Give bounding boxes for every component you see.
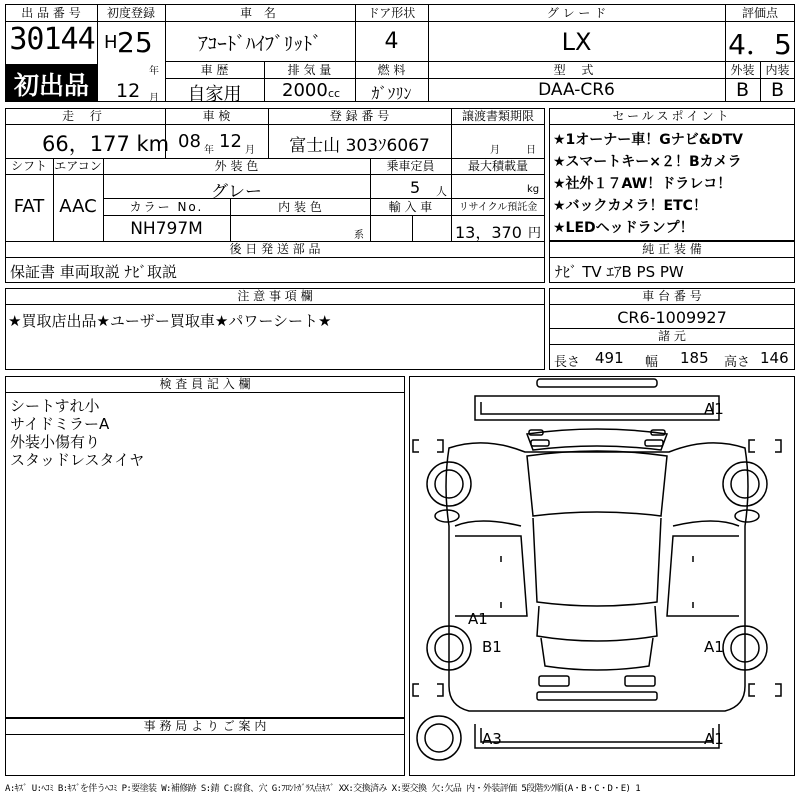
max-load-unit: kg (527, 184, 540, 195)
mark-bottom-right: A1 (704, 730, 724, 748)
grade-value: LX (561, 28, 592, 56)
inspection-month: 12 (219, 131, 242, 152)
color-no-label: カラー No. (129, 200, 204, 214)
capacity-label: 乗車定員 (386, 159, 435, 173)
int-color-label: 内 装 色 (278, 200, 322, 214)
sales-point-3: ★社外１７AW！ドラレコ！ (553, 176, 732, 192)
recycle-unit: 円 (528, 226, 542, 241)
transfer-day-unit: 日 (526, 145, 536, 156)
score-label: 評価点 (741, 6, 778, 20)
mileage-value: 66，177 km (42, 132, 170, 156)
model-value: DAA-CR6 (538, 80, 615, 100)
model-label: 型 式 (553, 63, 600, 77)
mark-left-wheel: B1 (482, 638, 502, 656)
reg-year: 25 (117, 26, 153, 59)
import-label: 輸 入 車 (388, 200, 433, 214)
sales-point-2: ★スマートキー×２！Bカメラ (553, 154, 742, 170)
ext-color-value: グレー (211, 182, 262, 202)
color-no-value: NH797M (130, 219, 203, 239)
height-label: 高さ (724, 355, 751, 370)
transfer-month-unit: 月 (490, 145, 500, 156)
ext-grade-label: 外装 (730, 63, 755, 77)
score-value: 4．5 (728, 28, 792, 61)
sales-point-4: ★バックカメラ！ETC！ (553, 198, 707, 214)
era-letter: H (104, 32, 118, 53)
capacity-unit: 人 (436, 185, 447, 198)
reg-month: 12 (116, 80, 141, 102)
office-label: 事 務 局 よ り ご 案 内 (143, 719, 267, 733)
lot-number: 30144 (9, 22, 95, 57)
shift-label: シフト (10, 159, 47, 173)
notes-value: ★買取店出品★ユーザー買取車★パワーシート★ (8, 312, 332, 330)
length-value: 491 (595, 349, 624, 367)
aircon-value: AAC (59, 196, 97, 217)
ext-grade: B (735, 79, 750, 101)
sales-point-5: ★LEDヘッドランプ！ (553, 220, 694, 236)
recycle-label: リサイクル預託金 (458, 202, 538, 213)
mark-left-mid: A1 (468, 610, 488, 628)
length-label: 長さ (554, 355, 581, 370)
door-label: ドア形状 (367, 6, 416, 20)
chassis-value: CR6-1009927 (617, 308, 727, 327)
sales-point-label: セールスポイント (612, 109, 732, 123)
shift-value: FAT (13, 196, 45, 217)
year-unit: 年 (149, 66, 159, 77)
notes-label: 注 意 事 項 欄 (237, 289, 313, 303)
transfer-label: 譲渡書類期限 (461, 109, 534, 123)
equipment-value: ﾅﾋﾞ TV ｴｱB PS PW (555, 263, 684, 281)
displacement-label: 排 気 量 (287, 63, 332, 77)
car-diagram (409, 376, 795, 776)
mileage-label: 走 行 (62, 109, 108, 123)
inspector-line-1: シートすれ小 (10, 397, 100, 415)
grade-label: グ レ ー ド (546, 6, 607, 20)
recycle-value: 13，370 (455, 223, 522, 242)
reg-no-value: 富士山 303ｿ6067 (289, 136, 430, 156)
fuel-value: ｶﾞｿﾘﾝ (371, 84, 412, 103)
width-label: 幅 (645, 355, 659, 370)
displacement-value: 2000 (282, 80, 328, 101)
later-parts-label: 後 日 発 送 部 品 (229, 242, 321, 256)
equipment-label: 純 正 装 備 (642, 242, 702, 256)
history-value: 自家用 (187, 84, 242, 105)
displacement-unit: cc (328, 87, 341, 100)
aircon-label: エアコン (54, 159, 102, 173)
door-value: 4 (384, 29, 399, 54)
inspector-line-4: スタッドレスタイヤ (10, 451, 145, 469)
chassis-label: 車 台 番 号 (642, 289, 702, 303)
inspector-line-3: 外装小傷有り (10, 433, 101, 451)
mark-right-wheel: A1 (704, 638, 724, 656)
capacity-value: 5 (410, 178, 421, 197)
ext-color-label: 外 装 色 (214, 159, 259, 173)
inspector-label: 検 査 員 記 入 欄 (159, 377, 251, 391)
car-name-label: 車 名 (240, 6, 280, 20)
max-load-label: 最大積載量 (467, 159, 528, 173)
history-label: 車 歴 (200, 63, 229, 77)
dimensions-label: 諸 元 (658, 329, 686, 343)
inspection-year-unit: 年 (204, 145, 214, 156)
height-value: 146 (760, 349, 789, 367)
month-unit: 月 (149, 93, 159, 104)
int-grade: B (770, 79, 785, 101)
inspection-year: 08 (178, 131, 201, 152)
first-listing-label: 初出品 (13, 71, 89, 100)
fuel-label: 燃 料 (377, 63, 406, 77)
sales-point-1: ★1オーナー車！Gナビ&DTV (553, 132, 743, 148)
mark-top-right: A1 (704, 400, 724, 418)
inspection-label: 車 検 (202, 109, 231, 123)
car-name: ｱｺｰﾄﾞﾊｲﾌﾞﾘｯﾄﾞ (198, 33, 322, 55)
legend-text: A:ｷｽﾞ U:ﾍｺﾐ B:ｷｽﾞを伴うﾍｺﾐ P:要塗装 W:補修跡 S:錆 C:腐食、穴 G:ﾌﾛﾝﾄｶﾞﾗｽ点ｷｽﾞ XX:交換済み X:要交換 欠:欠品 内・外装評価 5段階ﾗﾝｸ順(A・B・C・D・E) 1 (5, 784, 641, 794)
int-grade-label: 内装 (765, 63, 790, 77)
first-reg-label: 初度登録 (106, 6, 155, 20)
inspector-line-2: サイドミラーA (10, 415, 110, 433)
width-value: 185 (680, 349, 709, 367)
reg-no-label: 登 録 番 号 (329, 109, 390, 123)
mark-bottom-left: A3 (482, 730, 502, 748)
inspection-month-unit: 月 (245, 145, 255, 156)
later-parts-value: 保証書 車両取説 ﾅﾋﾞ取説 (10, 263, 178, 281)
int-color-unit: 系 (354, 230, 364, 241)
lot-no-label: 出 品 番 号 (21, 6, 81, 20)
